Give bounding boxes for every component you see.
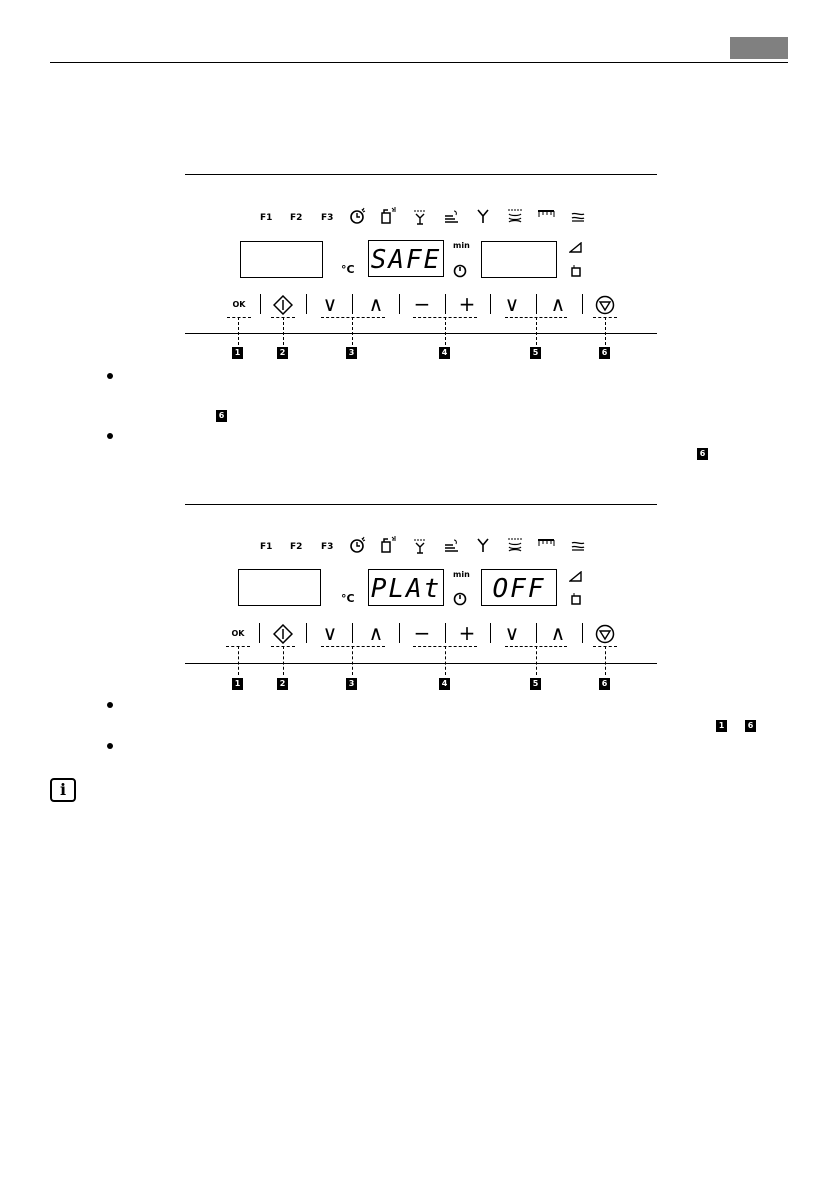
key-underline bbox=[227, 317, 251, 318]
center-display-text: SAFE bbox=[370, 245, 442, 275]
time-display bbox=[481, 569, 557, 606]
start-button[interactable] bbox=[273, 624, 293, 644]
minus-button[interactable]: − bbox=[413, 292, 431, 316]
center-display bbox=[368, 240, 444, 277]
stop-button[interactable] bbox=[595, 295, 615, 315]
celsius-unit: °C bbox=[341, 592, 355, 605]
leader-line bbox=[238, 317, 239, 345]
panel-top-rule bbox=[185, 174, 657, 175]
min-unit: min bbox=[453, 241, 470, 250]
pizza-setting-icon bbox=[444, 537, 460, 553]
center-display bbox=[368, 569, 444, 606]
bullet bbox=[107, 433, 113, 439]
leader-line bbox=[536, 317, 537, 345]
callout-2: 2 bbox=[277, 678, 288, 690]
callout-5: 5 bbox=[530, 678, 541, 690]
timer-start-icon bbox=[349, 207, 367, 225]
time-up-button[interactable]: ∧ bbox=[550, 292, 566, 316]
f1-label: F1 bbox=[260, 213, 273, 223]
leader-line bbox=[238, 646, 239, 675]
clock-icon bbox=[453, 264, 467, 278]
separator bbox=[490, 623, 491, 643]
leader-line bbox=[445, 317, 446, 345]
separator bbox=[306, 623, 307, 643]
separator bbox=[259, 623, 260, 643]
control-panel-2 bbox=[185, 504, 657, 699]
center-display-text: PLAt bbox=[370, 574, 442, 604]
header-tab bbox=[730, 37, 788, 59]
separator bbox=[260, 294, 261, 314]
timer-start-icon bbox=[349, 536, 367, 554]
time-down-button[interactable]: ∨ bbox=[504, 621, 520, 645]
leader-line bbox=[605, 646, 606, 675]
callout-3: 3 bbox=[346, 347, 357, 359]
inline-ref: 6 bbox=[745, 720, 756, 732]
grill-fan-icon bbox=[507, 537, 523, 553]
header-rule bbox=[50, 62, 788, 63]
auto-program-icon bbox=[380, 535, 398, 553]
f3-label: F3 bbox=[321, 213, 334, 223]
bullet bbox=[107, 373, 113, 379]
top-bottom-heat-icon bbox=[413, 209, 427, 225]
temp-up-button[interactable]: ∧ bbox=[368, 621, 384, 645]
separator bbox=[445, 294, 446, 314]
temp-down-button[interactable]: ∨ bbox=[322, 292, 338, 316]
door-lock-icon bbox=[571, 264, 581, 277]
callout-5: 5 bbox=[530, 347, 541, 359]
plus-button[interactable]: + bbox=[458, 621, 476, 645]
inline-ref: 1 bbox=[716, 720, 727, 732]
f3-label: F3 bbox=[321, 542, 334, 552]
callout-3: 3 bbox=[346, 678, 357, 690]
callout-2: 2 bbox=[277, 347, 288, 359]
separator bbox=[306, 294, 307, 314]
pizza-setting-icon bbox=[444, 208, 460, 224]
start-button[interactable] bbox=[273, 295, 293, 315]
leader-line bbox=[352, 646, 353, 675]
leader-line bbox=[283, 317, 284, 345]
callout-4: 4 bbox=[439, 678, 450, 690]
separator bbox=[399, 623, 400, 643]
clock-icon bbox=[453, 592, 467, 606]
leader-line bbox=[605, 317, 606, 345]
temperature-display bbox=[240, 241, 323, 278]
meat-probe-icon bbox=[569, 242, 582, 253]
fan-icon bbox=[476, 538, 490, 552]
panel-bottom-rule bbox=[185, 663, 657, 664]
temperature-display bbox=[238, 569, 321, 606]
leader-line bbox=[536, 646, 537, 675]
separator bbox=[536, 294, 537, 314]
bottom-heat-icon bbox=[571, 541, 585, 551]
leader-line bbox=[352, 317, 353, 345]
control-panel-1 bbox=[185, 174, 657, 369]
min-unit: min bbox=[453, 570, 470, 579]
key-underline bbox=[321, 646, 385, 647]
key-underline bbox=[321, 317, 385, 318]
separator bbox=[445, 623, 446, 643]
separator bbox=[399, 294, 400, 314]
meat-probe-icon bbox=[569, 571, 582, 582]
ok-button[interactable]: OK bbox=[231, 629, 245, 638]
separator bbox=[352, 623, 353, 643]
auto-program-icon bbox=[380, 206, 398, 224]
separator bbox=[536, 623, 537, 643]
f2-label: F2 bbox=[290, 213, 303, 223]
inline-ref: 6 bbox=[697, 448, 708, 460]
door-lock-icon bbox=[571, 592, 581, 605]
grill-fan-icon bbox=[507, 208, 523, 224]
celsius-unit: °C bbox=[341, 263, 355, 276]
separator bbox=[582, 623, 583, 643]
bullet bbox=[107, 743, 113, 749]
time-display-text: OFF bbox=[492, 574, 546, 604]
callout-6: 6 bbox=[599, 678, 610, 690]
temp-up-button[interactable]: ∧ bbox=[368, 292, 384, 316]
fan-icon bbox=[476, 209, 490, 223]
bottom-heat-icon bbox=[571, 212, 585, 222]
plus-button[interactable]: + bbox=[458, 292, 476, 316]
time-up-button[interactable]: ∧ bbox=[550, 621, 566, 645]
separator bbox=[352, 294, 353, 314]
ok-button[interactable]: OK bbox=[232, 300, 246, 309]
grill-icon bbox=[537, 209, 555, 219]
separator bbox=[582, 294, 583, 314]
temp-down-button[interactable]: ∨ bbox=[322, 621, 338, 645]
callout-4: 4 bbox=[439, 347, 450, 359]
time-down-button[interactable]: ∨ bbox=[504, 292, 520, 316]
panel-top-rule bbox=[185, 504, 657, 505]
callout-1: 1 bbox=[232, 678, 243, 690]
minus-button[interactable]: − bbox=[413, 621, 431, 645]
f1-label: F1 bbox=[260, 542, 273, 552]
leader-line bbox=[283, 646, 284, 675]
inline-ref: 6 bbox=[216, 410, 227, 422]
callout-1: 1 bbox=[232, 347, 243, 359]
leader-line bbox=[445, 646, 446, 675]
stop-button[interactable] bbox=[595, 624, 615, 644]
time-display bbox=[481, 241, 557, 278]
panel-bottom-rule bbox=[185, 333, 657, 334]
grill-icon bbox=[537, 538, 555, 548]
top-bottom-heat-icon bbox=[413, 538, 427, 554]
bullet bbox=[107, 702, 113, 708]
callout-6: 6 bbox=[599, 347, 610, 359]
separator bbox=[490, 294, 491, 314]
info-icon: i bbox=[50, 778, 76, 802]
f2-label: F2 bbox=[290, 542, 303, 552]
